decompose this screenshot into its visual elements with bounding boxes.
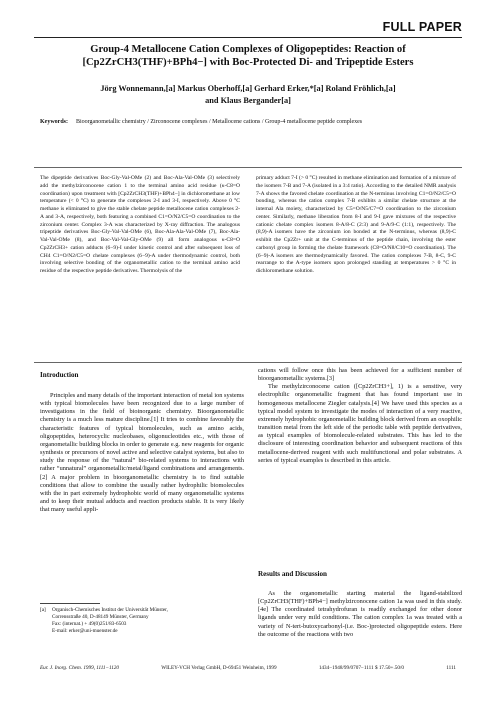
- footnote-line: E-mail: erker@uni-muenster.de: [52, 628, 118, 634]
- results-heading: Results and Discussion: [258, 570, 327, 578]
- author-line-1: Jörg Wonnemann,[a] Markus Oberhoff,[a] Gerhard Erker,*[a] Roland Fröhlich,[a]: [100, 84, 396, 93]
- footnote-line: Fax: (internat.) + 49(0)251/83-6503: [52, 621, 127, 627]
- author-list: [40, 83, 456, 107]
- results-body: [258, 590, 462, 639]
- page-footer: [40, 665, 456, 671]
- footnote-body: [52, 607, 244, 635]
- footer-publisher: WILEY-VCH Verlag GmbH, D-69451 Weinheim, 1999: [161, 665, 277, 671]
- results-paragraph: As the organometallic starting material the ligand-stabilized [Cp2ZrCH3(THF)+BPh4−] methylzirconocene cation 1a was used in this study.[4e] The coordinated tetrahydrofuran is readily exchanged for other donor ligands under very mild conditions. The cation complex 1a was treated with a variety of N-tert-butoxycarbonyl-(i.e. Boc-)protected oligopeptide esters. Here the outcome of the reactions with two: [258, 590, 462, 638]
- right-body-column: [258, 367, 462, 465]
- abstract-bottom-rule: [34, 362, 462, 363]
- affiliation-footnote: [40, 607, 244, 635]
- keywords-text: Bioorganometallic chemistry / Zirconocene complexes / Metallocene cations / Group-4 metallocene peptide complexes: [76, 119, 363, 125]
- footnote-line: Organisch-Chemisches Institut der Universität Münster,: [52, 607, 168, 613]
- footer-page-number: 1111: [446, 665, 456, 671]
- article-title: Group-4 Metallocene Cation Complexes of Oligopeptides: Reaction of [Cp2ZrCH3(THF)+BPh4−] with Boc-Protected Di- and Tripeptide Esters: [82, 44, 414, 68]
- abstract-top-rule: [34, 167, 462, 168]
- footer-journal: Eur. J. Inorg. Chem. 1999, 1111−1120: [40, 665, 119, 671]
- footnote-rule: [40, 603, 100, 604]
- journal-section-label: FULL PAPER: [382, 20, 462, 34]
- keywords-label: Keywords:: [40, 119, 68, 125]
- right-paragraph-2: The methylzirconocene cation ([Cp2ZrCH3+], 1) is a sensitive, very electrophilic organometallic fragment that has found important use in homogeneous metallocene Ziegler catalysis.[4] We have used this species as a typical model system to investigate the modes of interaction of a very reactive, extremely hydrophobic organometallic building block derived from an oxophilic transition metal from the left side of the periodic table with peptide derivatives, as typical examples of biomolecule-related substrates. This has led to the disclosure of interesting coordination behavior and subsequent reactions of this metallocene-derived reagent with such multifunctional and polar substrates. A series of typical examples is described in this article.: [258, 383, 462, 464]
- header-rule: [34, 37, 462, 38]
- footnote-line: Corrensstraße 40, D-48149 Münster, Germany: [52, 614, 149, 620]
- author-line-2: and Klaus Bergander[a]: [205, 96, 291, 105]
- footer-issn: 1434−1948/99/0707−1111 $ 17.50+.50/0: [318, 665, 404, 671]
- introduction-heading: Introduction: [40, 371, 79, 379]
- introduction-paragraph: Principles and many details of the important interaction of metal ion systems with typical biomolecules have been recognized due to a large number of investigations in the field of bioinorganic chemistry. Bioorganometallic chemistry is a much less mature discipline.[1] It tries to combine favorably the characteristic features of typical biomolecules, such as amino acids, oligopeptides, heterocyclic nucleobases, oligonucleotides etc., with those of organometallic building blocks in order to generate e.g. new reagents for organic synthesis or precursors of novel active and selective catalyst systems, but also to study the response of the “natural” bio-related systems to interactions with rather “unnatural” organometallic/metal/ligand combinations and arrangements.[2] A major problem in bioorganometallic chemistry is to find suitable conditions that allow to combine the usually rather hydrophilic biomolecules with the in part extremely hydrophobic world of many organometallic systems and to keep their mutual adducts and reaction products stable. It is very likely that many useful appli-: [40, 392, 244, 514]
- abstract-right-column: primary adduct 7-I (> 0 °C) resulted in methane elimination and formation of a mixture of the isomers 7-B and 7-A (isolated in a 3:4 ratio). According to the detailed NMR analysis 7-A shows the favored chelate coordination at the N-terminus involving C1=O/N2/C5=O bonding, whereas the cation complex 7-B exhibits a similar chelate structure at the internal Ala moiety, characterized by C5=O/N5/C7=O coordination to the zirconium center. Similarly, methane liberation from 8-I and 9-I gave mixtures of the respective cationic chelate complex isomers 8-A/8-C (2:3) and 9-A/9-C (1:1), respectively. The (8,9)-A isomers have the zirconium ion bonded at the N-terminus, whereas (8,9)-C exhibit the Cp2Zr+ unit at the C-terminus of the peptide chain, involving the ester carbonyl group in forming the chelate framework (C8=O/N8/C10=O coordination). The (6−9)-A isomers are thermodynamically favored. The cation complexes 7-B, 8-C, 9-C rearrange to the A-type isomers upon prolonged standing at temperatures > 0 °C in dichloromethane solution.: [256, 175, 456, 274]
- keywords-block: [40, 118, 456, 126]
- introduction-body: [40, 392, 244, 514]
- right-paragraph-1: cations will follow once this has been achieved for a sufficient number of bioorganometallic systems.[3]: [258, 367, 462, 383]
- abstract-left-column: The dipeptide derivatives Boc-Gly-Val-OMe (2) and Boc-Ala-Val-OMe (3) selectively add the methylzirconocene cation 1 to the terminal amino acid residue (κ-C8=O coordination) upon treatment with [Cp2ZrCH3(THF)+BPh4−] in dichloromethane at low temperature (< 0 °C) to generate the complexes 2-I and 3-I, respectively. Above 0 °C methane is eliminated to give the stable chelate peptide metallocene cation complexes 2-A and 3-A, respectively, both featuring a combined C1=O/N2/C5=O coordination to the zirconium center. Complex 3-A was characterized by X-ray diffraction. The analogous tripeptide derivatives Boc-Gly-Val-Val-OMe (6), Boc-Ala-Ala-Val-OMe (7), Boc-Ala-Val-Val-OMe (8), and Boc-Val-Val-Gly-OMe (9) all form analogous κ-C8=O Cp2ZrCH3+ cation adducts (6−9)-I under kinetic control and after subsequent loss of CH4 C1=O/N2/C5=O chelate complexes (6−9)-A under thermodynamic control, both involving selective bonding of the organometallic cation to the terminal amino acid residue of the respective peptide derivatives. Thermolysis of the: [40, 175, 240, 274]
- footnote-mark: [a]: [40, 607, 46, 613]
